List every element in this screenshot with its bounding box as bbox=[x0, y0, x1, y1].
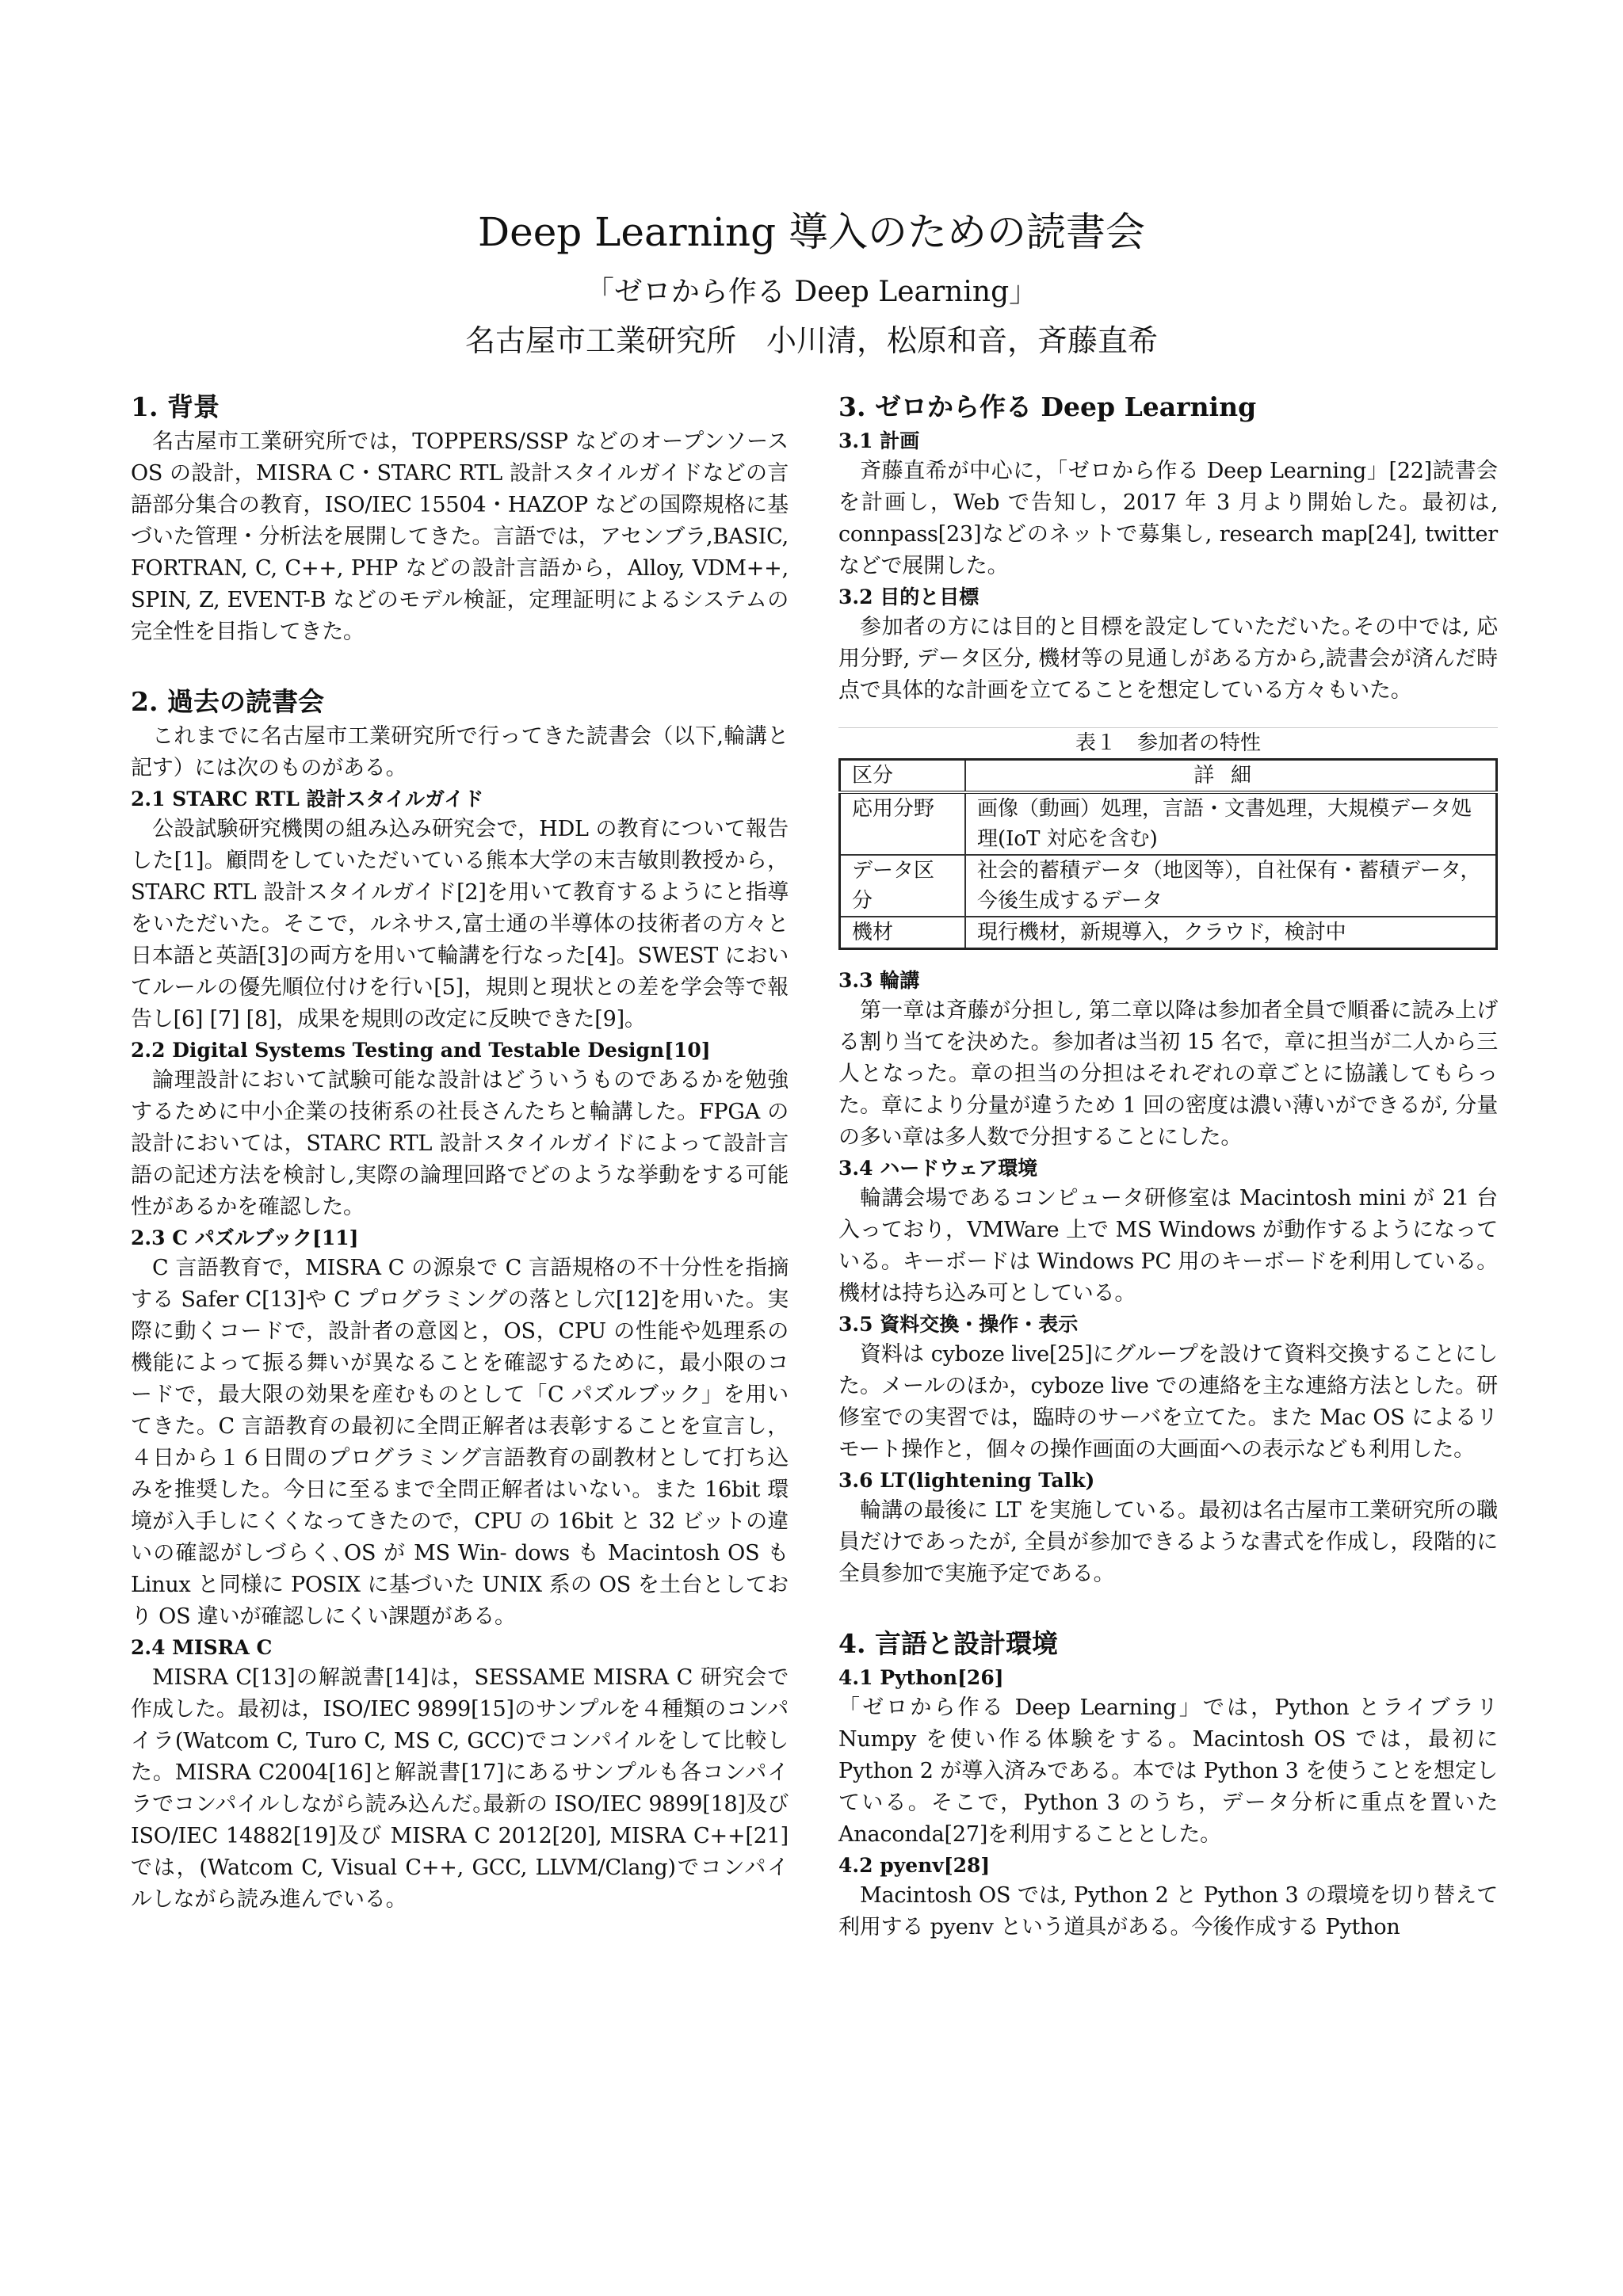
section-3-1-paragraph: 斉藤直希が中心に，「ゼロから作る Deep Learning」[22]読書会を計画し，Web で告知し，2017 年 3 月より開始した。最初は, connpass[23]などのネットで募集し, research map[24], twitter などで展開した。 bbox=[838, 459, 1498, 578]
section-2-1-heading: 2.1 STARC RTL 設計スタイルガイド bbox=[131, 788, 484, 810]
section-2-paragraph: これまでに名古屋市工業研究所で行ってきた読書会（以下,輪講と記す）には次のものがある。 bbox=[131, 724, 789, 780]
table-header-row bbox=[840, 760, 1497, 793]
section-3-5-heading: 3.5 資料交換・操作・表示 bbox=[838, 1313, 1079, 1336]
section-3-5-paragraph: 資料は cyboze live[25]にグループを設けて資料交換することにした。メールのほか，cyboze live での連絡を主な連絡方法とした。研修室での実習では，臨時のサーバを立てた。また Mac OS によるリモート操作と，個々の操作画面の大画面への表示なども利用した。 bbox=[838, 1342, 1498, 1462]
table-cell: 応用分野 bbox=[840, 792, 966, 855]
section-3-2-paragraph: 参加者の方には目的と目標を設定していただいた｡その中では, 応用分野, データ区分, 機材等の見通しがある方から,読書会が済んだ時点で具体的な計画を立てることを想定している方々もいた。 bbox=[838, 615, 1498, 703]
paper-authors: 名古屋市工業研究所 小川清，松原和音，斉藤直希 bbox=[464, 323, 1158, 358]
section-2-3-heading: 2.3 C パズルブック[11] bbox=[131, 1226, 359, 1249]
participant-table bbox=[838, 758, 1498, 950]
left-column bbox=[131, 388, 789, 1916]
section-4-2-paragraph: Macintosh OS では, Python 2 と Python 3 の環境を切り替えて利用する pyenv という道具がある。今後作成する Python bbox=[838, 1883, 1498, 1939]
right-column bbox=[838, 388, 1498, 1943]
section-3-4-heading: 3.4 ハードウェア環境 bbox=[838, 1157, 1038, 1180]
section-2-4-heading: 2.4 MISRA C bbox=[131, 1636, 273, 1659]
section-3-4-paragraph: 輪講会場であるコンピュータ研修室は Macintosh mini が 21 台入っており，VMWare 上で MS Windows が動作するようになっている。キーボードは Windows PC 用のキーボードを利用している。機材は持ち込み可としている。 bbox=[838, 1186, 1498, 1306]
table-header-cell: 詳細 bbox=[965, 760, 1497, 793]
section-3-2-heading: 3.2 目的と目標 bbox=[838, 585, 980, 608]
participant-table-block bbox=[838, 727, 1498, 950]
paper-subtitle: 「ゼロから作る Deep Learning」 bbox=[585, 276, 1038, 308]
paper-title: Deep Learning 導入のための読書会 bbox=[478, 209, 1145, 255]
section-1-paragraph: 名古屋市工業研究所では，TOPPERS/SSP などのオープンソース OS の設計，MISRA C・STARC RTL 設計スタイルガイドなどの言語部分集合の教育，ISO/IEC 15504・HAZOP などの国際規格に基づいた管理・分析法を展開してきた。言語では，アセンブラ,BASIC, FORTRAN, C, C++, PHP などの設計言語から，Alloy, VDM++, SPIN, Z, EVENT-B などのモデル検証，定理証明によるシステムの完全性を目指してきた。 bbox=[131, 429, 789, 644]
section-2-1-paragraph: 公設試験研究機関の組み込み研究会で，HDL の教育について報告した[1]。顧問をしていただいている熊本大学の末吉敏則教授から，STARC RTL 設計スタイルガイド[2]を用いて教育するようにと指導をいただいた。そこで，ルネサス,富士通の半導体の技術者の方々と日本語と英語[3]の両方を用いて輪講を行なった[4]。SWEST においてルールの優先順位付けを行い[5]，規則と現状との差を学会等で報告し[6] [7] [8]，成果を規則の改定に反映できた[9]。 bbox=[131, 817, 789, 1032]
table-cell: データ区分 bbox=[840, 855, 966, 917]
table-cell: 機材 bbox=[840, 917, 966, 949]
section-4-heading: 4. 言語と設計環境 bbox=[838, 1628, 1058, 1659]
section-2-3-paragraph: C 言語教育で，MISRA C の源泉で C 言語規格の不十分性を指摘する Safer C[13]や C プログラミングの落とし穴[12]を用いた。実際に動くコードで，設計者の意図と，OS，CPU の性能や処理系の機能によって振る舞いが異なることを確認するために，最小限のコードで，最大限の効果を産むものとして「C パズルブック」を用いてきた。C 言語教育の最初に全問正解者は表彰することを宣言し，４日から１６日間のプログラミング言語教育の副教材として打ち込みを推奨した。今日に至るまで全問正解者はいない。また 16bit 環境が入手しにくくなってきたので，CPU の 16bit と 32 ビットの違いの確認がしづらく､OS が MS Win- dows も Macintosh OS も Linux と同様に POSIX に基づいた UNIX 系の OS を土台としており OS 違いが確認しにくい課題がある。 bbox=[131, 1256, 789, 1629]
section-3-6-paragraph: 輪講の最後に LT を実施している。最初は名古屋市工業研究所の職員だけであったが, 全員が参加できるような書式を作成し，段階的に全員参加で実施予定である。 bbox=[838, 1498, 1498, 1586]
section-2-4-paragraph: MISRA C[13]の解説書[14]は，SESSAME MISRA C 研究会で作成した。最初は，ISO/IEC 9899[15]のサンプルを４種類のコンパイラ(Watcom C, Turo C, MS C, GCC)でコンパイルをして比較した。MISRA C2004[16]と解説書[17]にあるサンプルも各コンパイラでコンパイルしながら読み込んだ｡最新の ISO/IEC 9899[18]及び ISO/IEC 14882[19]及び MISRA C 2012[20], MISRA C++[21]では，(Watcom C, Visual C++, GCC, LLVM/Clang)でコンパイルしながら読み進んでいる。 bbox=[131, 1665, 789, 1912]
section-3-3-paragraph: 第一章は斉藤が分担し, 第二章以降は参加者全員で順番に読み上げる割り当てを決めた。参加者は当初 15 名で，章に担当が二人から三人となった。章の担当の分担はそれぞれの章ごとに協議してもらった。章により分量が違うため 1 回の密度は濃い薄いができるが, 分量の多い章は多人数で分担することにした。 bbox=[838, 998, 1498, 1150]
section-1-heading: 1. 背景 bbox=[131, 391, 220, 422]
section-3-6-heading: 3.6 LT(lightening Talk) bbox=[838, 1469, 1095, 1492]
section-2-heading: 2. 過去の読書会 bbox=[131, 686, 324, 717]
table-cell: 画像（動画）処理，言語・文書処理，大規模データ処理(IoT 対応を含む) bbox=[965, 792, 1497, 855]
section-2-2-paragraph: 論理設計において試験可能な設計はどういうものであるかを勉強するために中小企業の技術系の社長さんたちと輪講した。FPGA の設計においては，STARC RTL 設計スタイルガイドによって設計言語の記述方法を検討し,実際の論理回路でどのような挙動をする可能性があるかを確認した。 bbox=[131, 1068, 789, 1219]
table-caption: 表１ 参加者の特性 bbox=[838, 727, 1498, 758]
section-3-1-heading: 3.1 計画 bbox=[838, 429, 920, 452]
table-header-cell: 区分 bbox=[840, 760, 966, 793]
section-3-3-heading: 3.3 輪講 bbox=[838, 969, 920, 992]
table-cell: 現行機材，新規導入，クラウド，検討中 bbox=[965, 917, 1497, 949]
section-2-2-heading: 2.2 Digital Systems Testing and Testable Design[10] bbox=[131, 1039, 711, 1062]
section-4-1-paragraph: 「ゼロから作る Deep Learning」では，Python とライブラリ Numpy を使い作る体験をする。Macintosh OS では，最初に Python 2 が導入済みである。本では Python 3 を使うことを想定している。そこで，Python 3 のうち，データ分析に重点を置いた Anaconda[27]を利用することとした。 bbox=[838, 1695, 1498, 1847]
section-3-heading: 3. ゼロから作る Deep Learning bbox=[838, 391, 1257, 422]
table-row bbox=[840, 855, 1497, 917]
section-4-2-heading: 4.2 pyenv[28] bbox=[838, 1854, 991, 1877]
table-row bbox=[840, 917, 1497, 949]
title-block bbox=[0, 208, 1623, 361]
table-row bbox=[840, 792, 1497, 855]
section-4-1-heading: 4.1 Python[26] bbox=[838, 1666, 1004, 1689]
table-cell: 社会的蓄積データ（地図等），自社保有・蓄積データ，今後生成するデータ bbox=[965, 855, 1497, 917]
